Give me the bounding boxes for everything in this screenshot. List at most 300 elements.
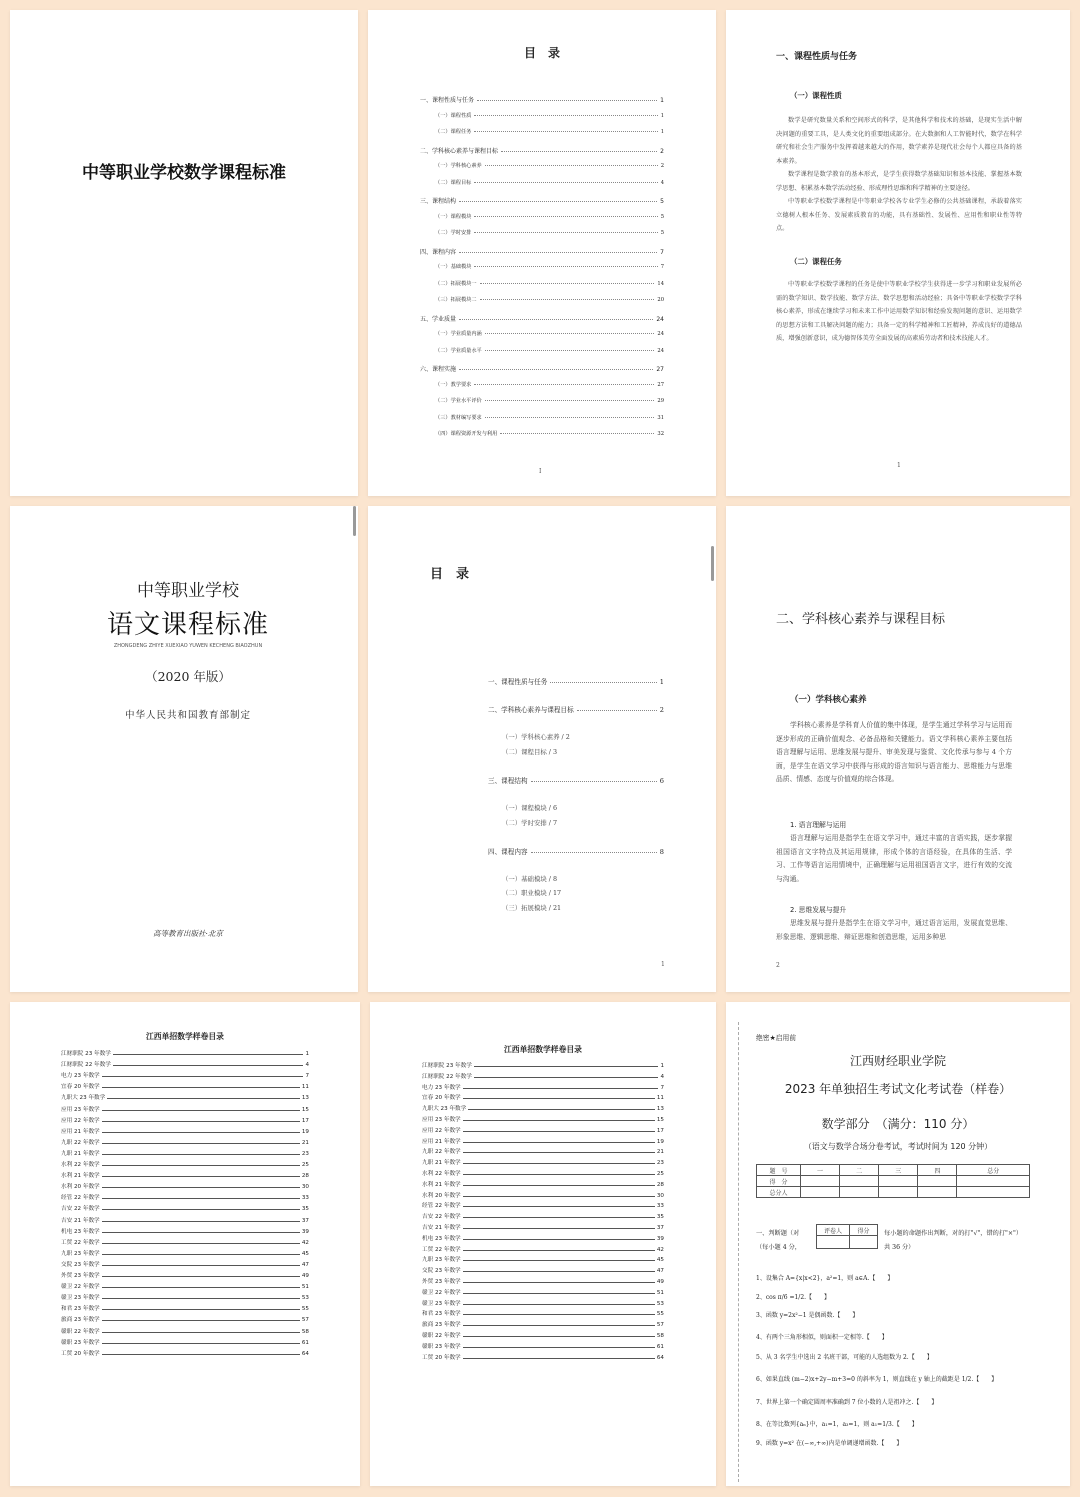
exam-list-entry[interactable] [61,1312,309,1323]
page-math-toc [368,10,716,496]
exam-list-entry[interactable] [422,1252,664,1263]
entry-label: 宜春 20 年数学 [61,1084,100,1091]
entry-leader [468,1109,655,1110]
entry-page: 23 [656,1160,664,1167]
toc-page: 27 [656,366,664,373]
exam-list-entry[interactable] [61,1290,309,1301]
exam-list-entry[interactable] [422,1350,664,1361]
entry-leader [102,1187,300,1188]
question-item: 7、世界上第一个确定圆周率准确到 7 位小数的人是祖冲之.【 】 [756,1399,938,1406]
toc-leader [485,400,655,401]
entry-page: 45 [656,1257,664,1264]
entry-leader [463,1120,655,1121]
toc-entry[interactable] [435,263,664,270]
cover-pinyin: ZHONGDENG ZHIYE XUEXIAO YUWEN KECHENG BIAOZHUN [113,643,263,649]
toc-label: 五、学业质量 [420,315,457,323]
toc-label: （一）教学要求 [435,381,472,388]
entry-label: 和君 23 年数学 [422,1311,461,1318]
toc-entry[interactable] [435,430,664,437]
toc-label: （一）学业质量内涵 [435,331,482,337]
entry-leader [102,1320,300,1321]
page-title: 中等职业学校数学课程标准 [82,163,286,183]
entry-label: 九职 22 年数学 [422,1149,461,1156]
question-item: 2、cos π/6 =1/2.【 】 [756,1294,831,1301]
exam-list-entry[interactable] [61,1201,309,1212]
entry-label: 九职 22 年数学 [61,1139,100,1146]
entry-label: 江财职院 22 年数学 [61,1062,111,1069]
toc-page: 27 [657,381,664,388]
entry-page: 58 [301,1328,309,1335]
entry-label: 九职 21 年数学 [422,1160,461,1167]
toc-label: （一）课程性质 [435,112,472,119]
entry-page: 42 [301,1239,309,1246]
exam-list-entry[interactable] [61,1235,309,1246]
question-item: 4、有两个三角形相似，则面积一定相等.【 】 [756,1334,888,1341]
entry-label: 电力 23 年数学 [61,1073,100,1080]
entry-page: 1 [305,1051,309,1057]
toc-leader [459,252,657,253]
entry-leader [102,1209,300,1210]
entry-leader [474,1066,659,1067]
exam-list-entry[interactable] [61,1168,309,1179]
toc-label: 一、课程性质与任务 [488,678,548,686]
exam-list-entry[interactable] [61,1124,309,1135]
toc-page: 5 [660,213,664,220]
exam-list-entry[interactable] [422,1231,664,1242]
entry-page: 25 [656,1171,664,1177]
scrollbar[interactable] [353,506,356,536]
toc-label: （一）课程模块 [435,213,472,220]
page-math-section-1 [726,10,1070,496]
toc-leader [474,216,657,217]
entry-page: 28 [301,1173,309,1180]
entry-leader [463,1304,655,1305]
score-header-cell: 二 [840,1165,879,1176]
question-item: 9、函数 y=x² 在(−∞,+∞)内是单调递增函数.【 】 [756,1440,903,1447]
paragraph: 数学课程是数学教育的基本形式，是学生获得数学基础知识和基本技能、掌握基本数学思想、积累基本数学活动经验、形成理性思维和科学精神的主要途径。 [776,171,1022,192]
entry-leader [102,1276,300,1277]
exam-list-entry[interactable] [61,1268,309,1279]
entry-page: 51 [301,1284,309,1291]
exam-list-entry[interactable] [422,1080,664,1091]
toc-entry[interactable] [420,95,664,104]
toc-entry[interactable] [435,112,664,119]
entry-leader [463,1293,655,1294]
toc-leader [480,299,655,300]
exam-note: （语文与数学合场分卷考试，考试时间为 120 分钟） [803,1142,993,1151]
item-heading: 2. 思维发展与提升 [790,906,847,914]
entry-leader [463,1206,655,1207]
scrollbar[interactable] [711,546,714,581]
score-table [756,1164,1030,1198]
toc-label: （二）学时安排 [435,230,472,236]
section-heading: 一、课程性质与任务 [776,52,858,62]
score-header-cell: 四 [918,1165,957,1176]
entry-leader [463,1239,655,1240]
toc-page: 20 [657,297,664,303]
toc-entry[interactable] [488,704,664,714]
entry-leader [102,1232,300,1233]
toc-label: 四、课程内容 [420,248,457,256]
toc-label: （二）课程任务 [435,129,472,135]
toc-label: （二）学业水平评价 [435,398,482,404]
entry-label: 旅商 23 年数学 [422,1322,461,1329]
toc-page: 6 [659,777,664,785]
exam-list-entry[interactable] [61,1079,309,1090]
toc-label: 三、课程结构 [488,777,528,785]
entry-page: 55 [656,1311,664,1318]
entry-page: 64 [301,1350,309,1357]
entry-leader [463,1228,655,1229]
toc-leader [485,417,655,418]
entry-leader [102,1165,300,1166]
entry-label: 工贸 20 年数学 [422,1354,461,1361]
entry-leader [102,1198,300,1199]
entry-leader [102,1154,300,1155]
entry-leader [102,1132,300,1133]
list-title: 江西单招数学样卷目录 [146,1032,224,1041]
entry-leader [463,1347,655,1348]
exam-list-entry[interactable] [422,1134,664,1145]
toc-entry[interactable] [488,846,664,856]
entry-leader [102,1110,300,1111]
exam-list-entry[interactable] [61,1157,309,1168]
toc-label: 一、课程性质与任务 [420,97,475,104]
section-instruction: 共 36 分） [884,1244,915,1251]
entry-leader [463,1250,655,1251]
score-header-cell: 总分 [957,1165,1030,1176]
cover-issuer: 中华人民共和国教育部制定 [124,710,251,721]
exam-list-entry[interactable] [61,1257,309,1268]
toc-leader [531,781,657,782]
toc-page: 5 [660,198,664,205]
toc-entry[interactable] [488,676,664,686]
entry-page: 7 [660,1084,664,1091]
exam-list-entry[interactable] [422,1317,664,1328]
entry-leader [102,1076,304,1077]
entry-label: 工贸 22 年数学 [422,1246,461,1253]
toc-entry[interactable] [420,146,664,155]
entry-leader [102,1254,300,1255]
entry-page: 61 [301,1339,309,1346]
toc-title: 目 录 [430,567,470,582]
toc-label: （一）基础模块 [435,264,472,270]
toc-label: （二）学业质量水平 [435,347,482,354]
entry-leader [463,1196,655,1197]
exam-list-entry[interactable] [422,1285,664,1296]
exam-list-entry[interactable] [422,1188,664,1199]
exam-list-entry[interactable] [422,1339,664,1350]
entry-leader [463,1098,655,1099]
entry-page: 15 [656,1117,664,1123]
entry-page: 25 [301,1162,309,1168]
exam-list-entry[interactable] [422,1209,664,1220]
entry-page: 4 [305,1062,309,1069]
entry-page: 17 [301,1117,309,1124]
exam-list-entry[interactable] [422,1177,664,1188]
paragraph: 数学是研究数量关系和空间形式的科学，是其他科学和技术的基础，是现实生活中解决问题的重要工具，是人类文化的重要组成部分。在大数据和人工智能时代，数学在科学研究和社会生产服务中发挥着越来越大的作用，数学素养是现代社会每个人都应具备的基本素养。 [776,117,1022,165]
entry-label: 和君 23 年数学 [61,1306,100,1313]
entry-label: 水利 20 年数学 [422,1192,461,1199]
toc-leader [531,852,657,853]
entry-page: 61 [656,1343,664,1350]
entry-page: 45 [301,1250,309,1257]
toc-leader [474,115,657,116]
toc-leader [477,100,657,101]
toc-entry[interactable] [435,128,664,135]
exam-list-entry[interactable] [61,1301,309,1312]
toc-subentry[interactable]: （二）学时安排 / 7 [502,819,558,827]
toc-leader [474,232,657,233]
exam-list-entry[interactable] [61,1213,309,1224]
entry-page: 64 [656,1354,664,1361]
toc-entry[interactable] [435,296,664,303]
entry-label: 江财职院 23 年数学 [61,1051,111,1057]
toc-entry[interactable] [435,179,664,186]
exam-list-entry[interactable] [61,1102,309,1113]
toc-label: 二、学科核心素养与课程目标 [420,147,499,155]
entry-label: 吉安 21 年数学 [422,1225,461,1231]
entry-page: 51 [656,1289,664,1296]
entry-leader [463,1142,655,1143]
exam-list-entry[interactable] [61,1190,309,1201]
toc-leader [474,182,657,183]
toc-entry[interactable] [420,364,664,373]
entry-label: 应用 21 年数学 [61,1128,100,1135]
entry-page: 37 [656,1225,664,1231]
toc-page: 7 [660,248,664,256]
entry-page: 35 [301,1206,309,1213]
exam-list-entry[interactable] [422,1296,664,1307]
exam-list-entry[interactable] [61,1179,309,1190]
toc-page: 24 [657,347,664,354]
toc-entry[interactable] [435,414,664,421]
entry-page: 23 [301,1150,309,1157]
exam-list-entry[interactable] [61,1068,309,1079]
exam-list-entry[interactable] [422,1155,664,1166]
exam-list-entry[interactable] [61,1224,309,1235]
toc-entry[interactable] [420,196,664,205]
exam-list-entry[interactable] [422,1069,664,1080]
page-exam-index-1 [10,1002,360,1486]
cover-line-1: 中等职业学校 [137,581,239,601]
toc-page: 24 [657,331,664,337]
cover-title: 语文课程标准 [106,610,269,640]
toc-subentry[interactable]: （一）基础模块 / 8 [502,875,558,883]
toc-leader [501,151,657,152]
toc-leader [485,333,655,334]
publisher-logo: 高等教育出版社·北京 [153,929,223,938]
exam-list-entry[interactable] [422,1220,664,1231]
question-item: 5、从 3 名学生中选出 2 名班干部，可能的人选组数为 2.【 】 [756,1354,933,1361]
toc-subentry[interactable]: （一）课程模块 / 6 [502,804,558,812]
entry-page: 35 [656,1214,664,1221]
toc-label: 三、课程结构 [420,198,457,205]
toc-entry[interactable] [420,247,664,256]
secret-label: 绝密★启用前 [756,1034,797,1042]
toc-subentry[interactable]: （二）课程目标 / 3 [502,748,558,756]
entry-leader [463,1217,655,1218]
entry-page: 55 [301,1306,309,1313]
exam-list-entry[interactable] [422,1090,664,1101]
entry-label: 水利 21 年数学 [61,1173,100,1180]
exam-list-entry[interactable] [422,1198,664,1209]
entry-page: 37 [301,1217,309,1224]
entry-leader [113,1054,304,1055]
entry-page: 19 [301,1128,309,1135]
paragraph: 语言理解与运用是指学生在语文学习中，通过丰富的言语实践，逐步掌握祖国语言文字特点及其运用规律，形成个体的言语经验，在具体的生活、学习、工作等语言运用情境中，正确理解与运用祖国语言文字，进行有效的交流与沟通。 [776,834,1012,883]
exam-list-entry[interactable] [422,1144,664,1155]
cover-edition: （2020 年版） [145,669,231,684]
exam-list-entry[interactable] [422,1242,664,1253]
exam-list-entry[interactable] [422,1166,664,1177]
toc-page: 32 [657,431,664,437]
toc-subentry[interactable]: （一）学科核心素养 / 2 [502,733,570,741]
toc-leader [485,350,655,351]
entry-label: 宜春 20 年数学 [422,1095,461,1102]
entry-label: 赣卫 22 年数学 [61,1284,100,1291]
paragraph: 学科核心素养是学科育人价值的集中体现，是学生通过学科学习与运用而逐步形成的正确价值观念、必备品格和关键能力。语文学科核心素养主要包括语言理解与运用、思维发展与提升、审美发现与鉴赏、文化传承与参与 4 个方面，是学生在语文学习中获得与形成的语言知识与语言能力、思维能力与思维品质、情感、态度与价值观的综合体现。 [776,721,1012,784]
exam-list-entry[interactable] [61,1146,309,1157]
entry-page: 49 [301,1273,309,1279]
toc-entry[interactable] [435,381,664,388]
exam-list-entry[interactable] [61,1279,309,1290]
exam-list-entry[interactable] [422,1112,664,1123]
entry-leader [102,1354,300,1355]
score-label: 得分 [850,1225,878,1236]
toc-entry[interactable] [435,330,664,337]
toc-page: 4 [660,179,664,186]
toc-label: 六、课程实施 [420,366,457,373]
entry-label: 交院 23 年数学 [422,1268,461,1275]
entry-page: 11 [301,1084,309,1091]
entry-page: 4 [660,1073,664,1080]
exam-list-entry[interactable] [422,1274,664,1285]
exam-list-entry[interactable] [61,1335,309,1346]
entry-page: 47 [301,1261,309,1268]
toc-entry[interactable] [435,162,664,169]
entry-leader [113,1065,304,1066]
entry-leader [463,1174,655,1175]
toc-label: 二、学科核心素养与课程目标 [488,706,574,714]
entry-label: 应用 22 年数学 [61,1117,100,1124]
entry-label: 经管 22 年数学 [422,1203,461,1210]
page-exam-index-2 [370,1002,716,1486]
page-chinese-section-2 [726,506,1070,992]
entry-leader [463,1336,655,1337]
exam-list-entry[interactable] [422,1058,664,1069]
toc-leader [459,201,657,202]
toc-leader [474,266,657,267]
exam-list-entry[interactable] [61,1057,309,1068]
exam-list-entry[interactable] [422,1101,664,1112]
section-label: （每小题 4 分， [756,1244,801,1251]
toc-entry[interactable] [435,280,664,287]
entry-leader [102,1343,300,1344]
toc-page: 29 [657,398,664,404]
exam-list-entry[interactable] [61,1324,309,1335]
entry-leader [463,1152,655,1153]
exam-list-entry[interactable] [422,1123,664,1134]
toc-subentry[interactable]: （二）职业模块 / 17 [502,889,562,897]
entry-page: 7 [305,1073,309,1080]
toc-entry[interactable] [488,775,664,785]
entry-label: 赣职 22 年数学 [422,1333,461,1339]
question-item: 6、如果直线 (m−2)x+2y−m+3=0 的斜率为 1，则直线在 y 轴上的截距是 1/2.【 】 [756,1376,998,1383]
entry-label: 应用 21 年数学 [422,1138,461,1145]
exam-list-entry[interactable] [61,1046,309,1057]
entry-page: 42 [656,1246,664,1253]
entry-page: 17 [656,1127,664,1134]
toc-title: 目 录 [523,46,560,60]
toc-entry[interactable] [435,347,664,354]
entry-label: 旅商 23 年数学 [61,1317,100,1324]
exam-list-entry[interactable] [61,1090,309,1101]
page-number: I [539,468,542,475]
entry-leader [463,1260,655,1261]
entry-leader [463,1271,655,1272]
entry-page: 49 [656,1279,664,1285]
entry-page: 57 [656,1322,664,1329]
entry-label: 九职 21 年数学 [61,1150,100,1157]
page-number: 2 [776,962,780,969]
entry-label: 江财职院 23 年数学 [422,1063,472,1069]
list-title: 江西单招数学样卷目录 [504,1045,582,1054]
toc-subentry[interactable]: （三）拓展模块 / 21 [502,904,562,912]
toc-label: （二）课程目标 [435,179,472,186]
page-math-cover [10,10,358,496]
entry-leader [102,1287,300,1288]
toc-label: 四、课程内容 [488,848,528,856]
entry-page: 21 [656,1149,664,1156]
score-header-cell: 题 号 [757,1165,801,1176]
entry-leader [102,1121,300,1122]
subsection-heading: （一）课程性质 [790,91,842,100]
exam-list-entry[interactable] [61,1135,309,1146]
section-heading: 二、学科核心素养与课程目标 [776,612,946,627]
exam-list-entry[interactable] [422,1263,664,1274]
toc-page: 2 [660,147,664,155]
part-title: 数学部分 （满分：110 分） [821,1117,975,1131]
entry-label: 外贸 23 年数学 [422,1279,461,1285]
entry-label: 吉安 21 年数学 [61,1217,100,1224]
toc-entry[interactable] [435,229,664,236]
entry-page: 57 [301,1317,309,1324]
section-instruction: 每小题的命题作出判断，对的打"√"，错的打"×"） [884,1230,1023,1237]
entry-page: 30 [301,1184,309,1191]
exam-list-entry[interactable] [422,1306,664,1317]
toc-leader [459,319,653,320]
exam-list-entry[interactable] [61,1113,309,1124]
section-label: 一、判断题（对 [756,1230,800,1237]
entry-label: 工贸 22 年数学 [61,1239,100,1246]
entry-label: 赣卫 23 年数学 [422,1300,461,1307]
exam-list-entry[interactable] [61,1246,309,1257]
toc-entry[interactable] [435,397,664,404]
toc-leader [577,710,657,711]
exam-list-entry[interactable] [61,1346,309,1357]
toc-entry[interactable] [420,314,664,323]
page-chinese-cover [10,506,358,992]
toc-leader [459,369,653,370]
entry-page: 39 [301,1228,309,1235]
toc-page: 2 [659,706,664,714]
entry-page: 30 [656,1192,664,1199]
exam-list-entry[interactable] [422,1328,664,1339]
toc-entry[interactable] [435,213,664,220]
entry-page: 53 [301,1295,309,1302]
toc-label: （二）拓展模块一 [435,280,477,287]
